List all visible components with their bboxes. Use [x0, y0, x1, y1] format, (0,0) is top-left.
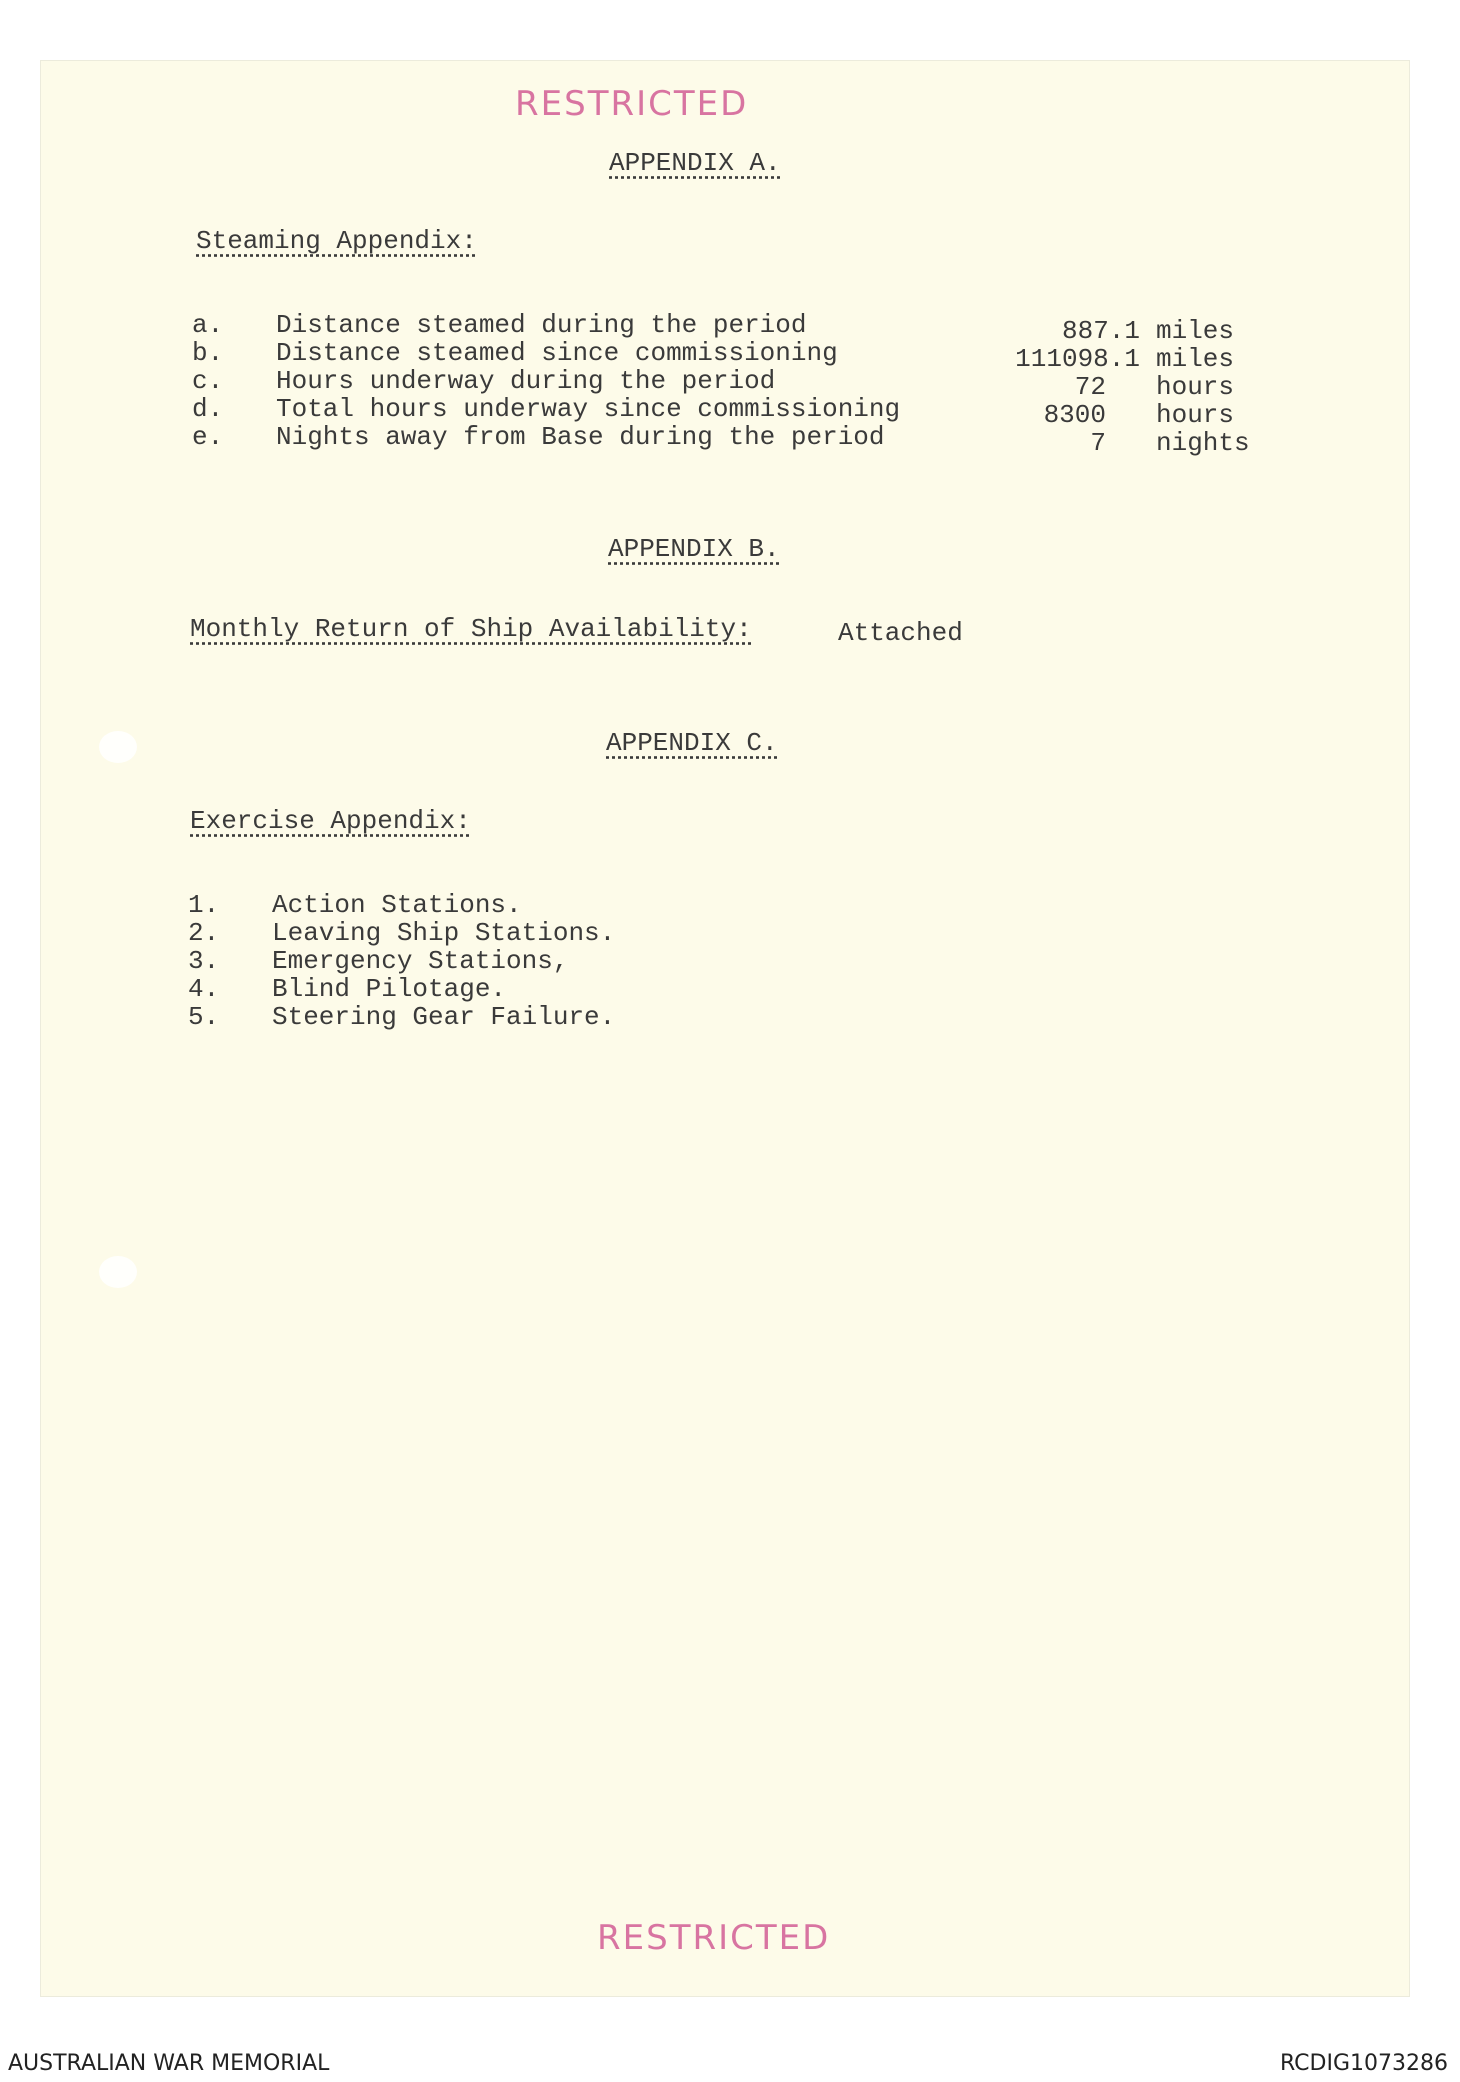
availability-title: Monthly Return of Ship Availability: — [190, 614, 752, 644]
footer-record-id: RCDIG1073286 — [1279, 2051, 1448, 2076]
punch-hole — [99, 1256, 137, 1288]
steaming-appendix-title: Steaming Appendix: — [196, 226, 477, 256]
row-unit: miles — [1156, 344, 1235, 374]
footer-source: AUSTRALIAN WAR MEMORIAL — [8, 2051, 330, 2076]
appendix-b-heading: APPENDIX B. — [608, 534, 780, 564]
row-letter: d. — [192, 394, 224, 424]
restricted-stamp-bottom: RESTRICTED — [597, 1918, 831, 1958]
item-number: 5. — [188, 1002, 220, 1032]
item-number: 3. — [188, 946, 220, 976]
row-value: 111098.1 — [1015, 344, 1140, 374]
row-value: 7 — [1090, 428, 1106, 458]
row-description: Distance steamed during the period — [276, 310, 807, 340]
row-unit: nights — [1156, 428, 1250, 458]
row-unit: hours — [1156, 372, 1235, 402]
exercise-appendix-title: Exercise Appendix: — [190, 806, 471, 836]
row-value: 8300 — [1043, 400, 1106, 430]
row-description: Hours underway during the period — [276, 366, 776, 396]
row-description: Nights away from Base during the period — [276, 422, 885, 452]
item-text: Blind Pilotage. — [272, 974, 507, 1004]
item-number: 4. — [188, 974, 220, 1004]
item-text: Emergency Stations, — [272, 946, 569, 976]
item-text: Action Stations. — [272, 890, 522, 920]
row-letter: b. — [192, 338, 224, 368]
row-letter: e. — [192, 422, 224, 452]
item-text: Steering Gear Failure. — [272, 1002, 616, 1032]
appendix-c-heading: APPENDIX C. — [606, 728, 778, 758]
row-value: 72 — [1074, 372, 1106, 402]
item-text: Leaving Ship Stations. — [272, 918, 616, 948]
row-description: Total hours underway since commissioning — [276, 394, 901, 424]
item-number: 1. — [188, 890, 220, 920]
availability-value: Attached — [838, 618, 963, 648]
row-letter: a. — [192, 310, 224, 340]
row-description: Distance steamed since commissioning — [276, 338, 838, 368]
row-value: 887.1 — [1061, 316, 1140, 346]
restricted-stamp-top: RESTRICTED — [515, 84, 749, 124]
appendix-a-heading: APPENDIX A. — [609, 148, 781, 178]
row-unit: miles — [1156, 316, 1235, 346]
row-letter: c. — [192, 366, 224, 396]
item-number: 2. — [188, 918, 220, 948]
punch-hole — [99, 731, 137, 763]
row-unit: hours — [1156, 400, 1235, 430]
